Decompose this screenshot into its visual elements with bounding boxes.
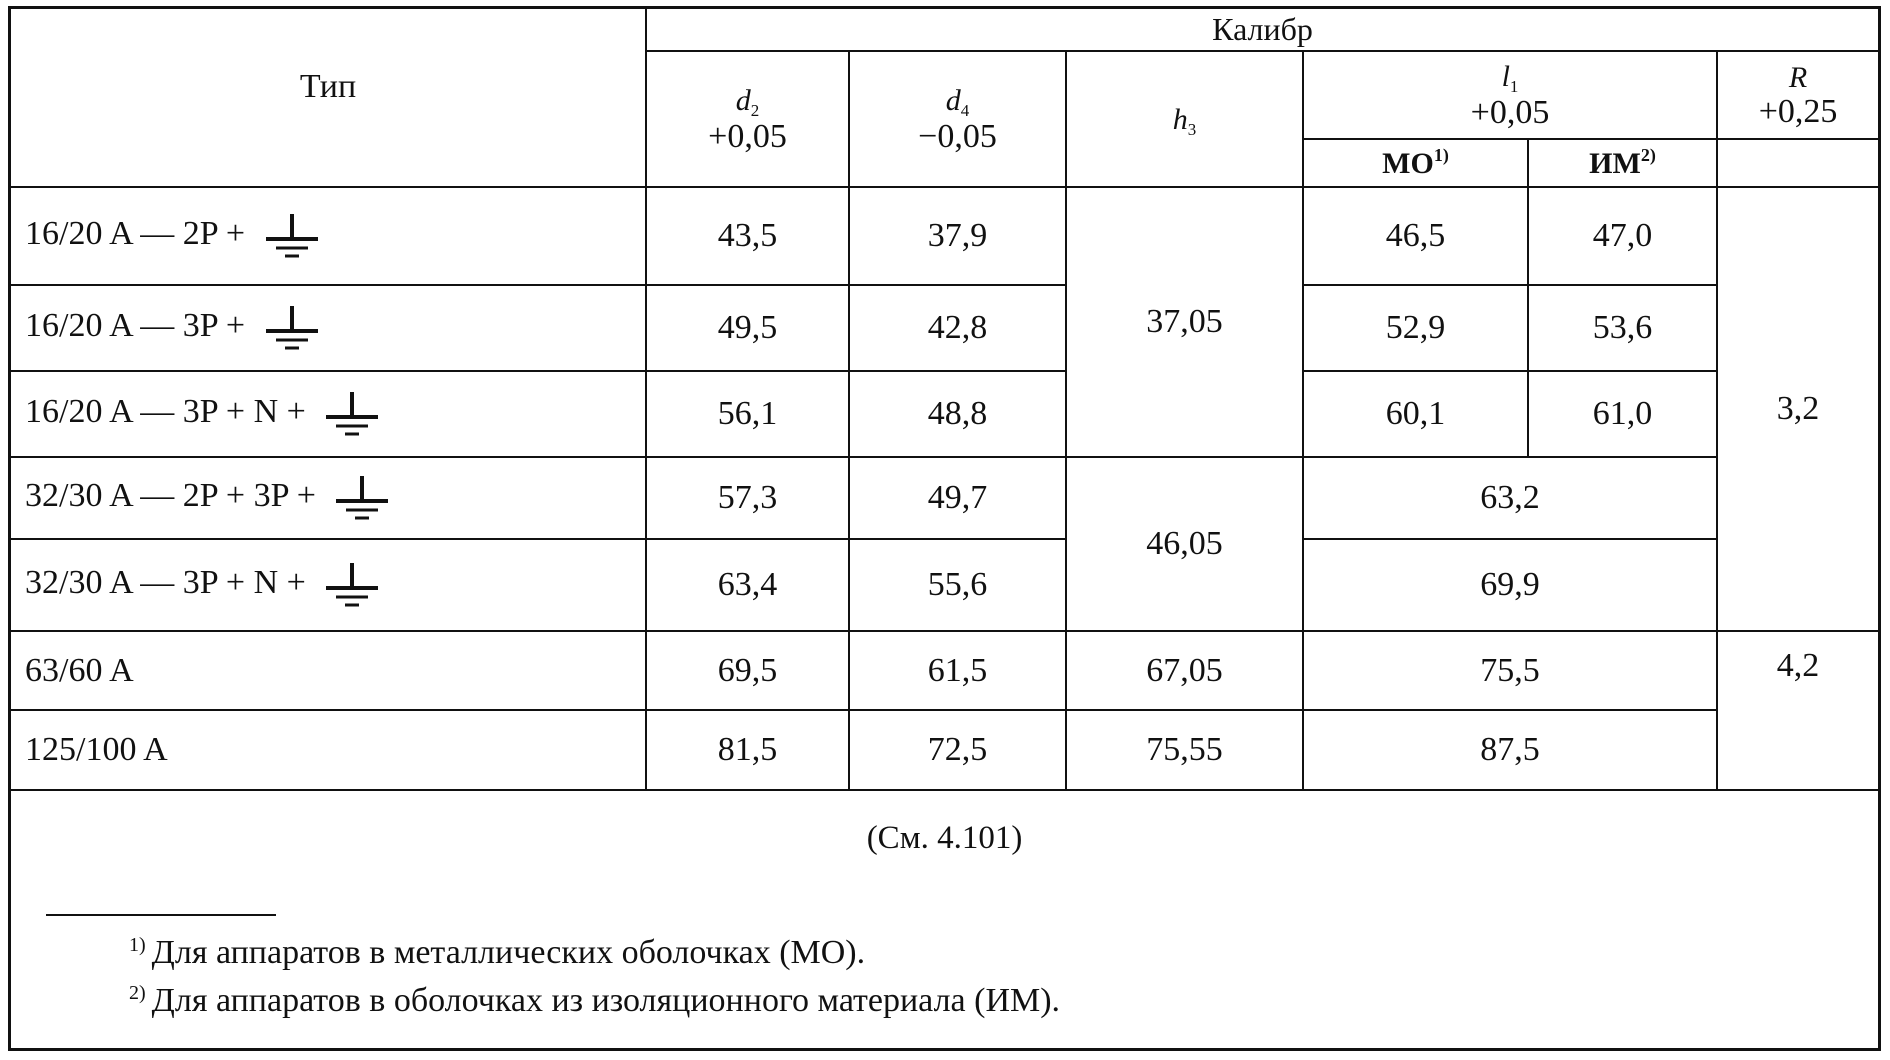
R-merged-cell: 4,2: [1717, 631, 1878, 790]
d2-cell: 69,5: [646, 631, 849, 710]
footnote-mark: 1): [129, 934, 146, 956]
type-cell: 63/60 A: [11, 631, 646, 710]
h3-merged-cell: 37,05: [1066, 187, 1303, 457]
d4-cell: 42,8: [849, 285, 1066, 371]
ground-symbol-icon: [314, 564, 384, 601]
d2-cell: 49,5: [646, 285, 849, 371]
mo-cell: 46,5: [1303, 187, 1528, 285]
ground-symbol-icon: [254, 215, 324, 252]
table-row: [11, 457, 1878, 539]
h3-cell: 75,55: [1066, 710, 1303, 790]
l1-cell: 69,9: [1303, 539, 1717, 631]
d4-cell: 37,9: [849, 187, 1066, 285]
table-row: [11, 371, 1878, 457]
table-row: [11, 710, 1878, 790]
header-im: ИМ$^{2)}$: [1528, 139, 1717, 187]
header-caliber: Калибр: [646, 9, 1878, 51]
d2-cell: 63,4: [646, 539, 849, 631]
footnote-mark: 2): [129, 982, 146, 1004]
h3-cell: 67,05: [1066, 631, 1303, 710]
mo-cell: 60,1: [1303, 371, 1528, 457]
header-d4: $d_4$ −0,05: [849, 51, 1066, 187]
d2-cell: 43,5: [646, 187, 849, 285]
d4-cell: 72,5: [849, 710, 1066, 790]
d4-cell: 61,5: [849, 631, 1066, 710]
footer-area: [11, 792, 1878, 1048]
footnote-1: [129, 934, 865, 972]
d4-cell: 55,6: [849, 539, 1066, 631]
d2-cell: 56,1: [646, 371, 849, 457]
d2-cell: 57,3: [646, 457, 849, 539]
table-row: [11, 539, 1878, 631]
header-R-blank: [1717, 139, 1878, 187]
im-cell: 47,0: [1528, 187, 1717, 285]
mo-cell: 52,9: [1303, 285, 1528, 371]
l1-cell: 63,2: [1303, 457, 1717, 539]
type-cell: 32/30 A — 3P + N +: [11, 539, 646, 631]
header-mo: МО$^{1)}$: [1303, 139, 1528, 187]
type-cell: 125/100 A: [11, 710, 646, 790]
type-cell: 16/20 A — 2P +: [11, 187, 646, 285]
table-row: [11, 631, 1878, 710]
header-type: Тип: [11, 9, 646, 187]
header-d2: $d_2$ +0,05: [646, 51, 849, 187]
ground-symbol-icon: [314, 393, 384, 430]
R-merged-cell: 3,2: [1717, 187, 1878, 631]
footnote-separator: [46, 914, 276, 916]
ground-symbol-icon: [324, 477, 394, 514]
im-cell: 53,6: [1528, 285, 1717, 371]
ground-symbol-icon: [254, 307, 324, 344]
im-cell: 61,0: [1528, 371, 1717, 457]
footnote-text: Для аппаратов в металлических оболочках (МО).: [151, 934, 866, 971]
type-cell: 16/20 A — 3P + N +: [11, 371, 646, 457]
l1-cell: 87,5: [1303, 710, 1717, 790]
d4-cell: 48,8: [849, 371, 1066, 457]
header-l1: $l_1$ +0,05: [1303, 51, 1717, 139]
header-R: R +0,25: [1717, 51, 1878, 139]
table-row: [11, 187, 1878, 285]
table-row: [11, 285, 1878, 371]
d4-cell: 49,7: [849, 457, 1066, 539]
footnote-2: [129, 982, 1060, 1020]
reference-note: (См. 4.101): [866, 820, 1023, 856]
header-h3: $h_3$: [1066, 51, 1303, 187]
l1-cell: 75,5: [1303, 631, 1717, 710]
document-page: [8, 6, 1881, 1051]
h3-merged-cell: 46,05: [1066, 457, 1303, 631]
caliber-table: [11, 9, 1878, 791]
footnote-text: Для аппаратов в оболочках из изоляционного материала (ИМ).: [151, 982, 1061, 1019]
d2-cell: 81,5: [646, 710, 849, 790]
type-cell: 32/30 A — 2P + 3P +: [11, 457, 646, 539]
type-cell: 16/20 A — 3P +: [11, 285, 646, 371]
